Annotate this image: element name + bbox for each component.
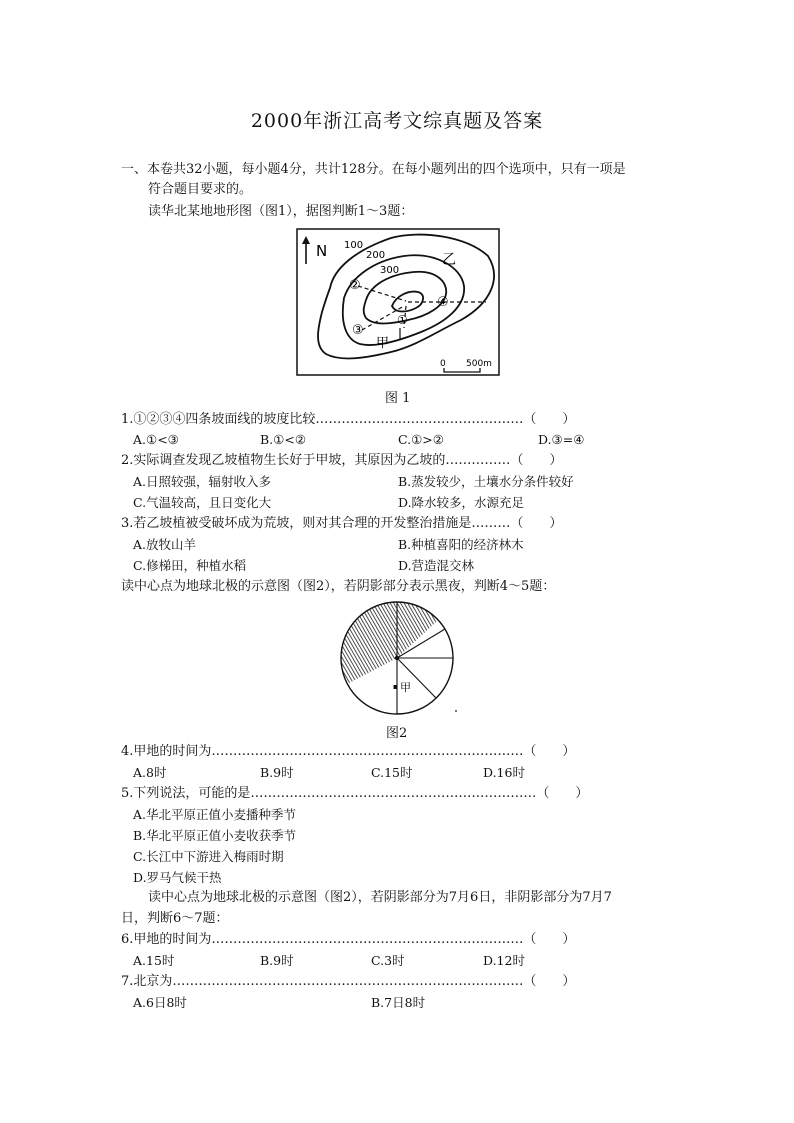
contour-label-300: 300 (380, 265, 400, 276)
marker-2: ② (349, 278, 361, 293)
figure-2-north-pole-diagram (336, 600, 460, 718)
figure-2-caption: 图2 (386, 726, 408, 741)
marker-3: ③ (352, 323, 364, 338)
question-3-option-c: C.修梯田，种植水稻 (133, 558, 247, 573)
intro-figure-2-dates-line-1: 读中心点为地球北极的示意图（图2），若阴影部分为7月6日，非阴影部分为7月7 (148, 890, 612, 905)
question-4-option-a: A.8时 (133, 765, 167, 780)
question-4-option-b: B.9时 (260, 765, 294, 780)
question-5-option-a: A.华北平原正值小麦播种季节 (133, 807, 297, 822)
point-jia (394, 685, 398, 689)
stray-dot (455, 710, 457, 712)
intro-figure-2: 读中心点为地球北极的示意图（图2），若阴影部分表示黑夜，判断4～5题： (121, 579, 556, 594)
question-4-option-c: C.15时 (371, 765, 413, 780)
question-6-stem: 6.甲地的时间为………………………………………………………………（ ） (121, 932, 576, 947)
question-4-stem: 4.甲地的时间为………………………………………………………………（ ） (121, 744, 576, 759)
question-7-option-a: A.6日8时 (133, 995, 187, 1010)
instructions-line-1: 一、本卷共32小题，每小题4分，共计128分。在每小题列出的四个选项中，只有一项是 (121, 162, 626, 177)
point-jia-label: 甲 (400, 681, 411, 694)
instructions-line-2: 符合题目要求的。 (148, 182, 253, 197)
question-5-stem: 5.下列说法，可能的是…………………………………………………………（ ） (121, 786, 589, 801)
question-7-stem: 7.北京为………………………………………………………………………（ ） (121, 974, 576, 989)
question-2-option-b: B.蒸发较少，土壤水分条件较好 (398, 474, 574, 489)
contour-label-200: 200 (366, 250, 386, 261)
question-6-option-a: A.15时 (133, 953, 175, 968)
marker-1: ① (397, 313, 408, 327)
question-4-option-d: D.16时 (483, 765, 525, 780)
question-2-stem: 2.实际调查发现乙坡植物生长好于甲坡，其原因为乙坡的……………（ ） (121, 453, 563, 468)
question-7-option-b: B.7日8时 (371, 995, 426, 1010)
question-2-option-c: C.气温较高，且日变化大 (133, 495, 272, 510)
question-1-option-c: C.①>② (398, 432, 444, 447)
question-5-option-d: D.罗马气候干热 (133, 870, 222, 885)
scale-value: 500m (466, 359, 492, 369)
slope-jia-label: 甲 (376, 336, 390, 351)
question-3-option-a: A.放牧山羊 (133, 537, 197, 552)
north-pole-point (395, 656, 399, 660)
page-title: 2000年浙江高考文综真题及答案 (250, 110, 544, 132)
question-2-option-a: A.日照较强，辐射收入多 (133, 474, 272, 489)
question-3-stem: 3.若乙坡植被受破坏成为荒坡，则对其合理的开发整治措施是………（ ） (121, 516, 563, 531)
intro-figure-2-dates-line-2: 日，判断6～7题： (121, 911, 229, 926)
slope-yi-label: 乙 (442, 252, 456, 268)
night-shaded-area (336, 600, 460, 690)
intro-figure-1: 读华北某地地形图（图1），据图判断1～3题： (148, 204, 414, 219)
question-2-option-d: D.降水较多，水源充足 (398, 495, 525, 510)
figure-1-caption: 图 1 (385, 391, 411, 406)
question-1-option-b: B.①<② (260, 432, 307, 447)
figure-1-topographic-map (296, 228, 502, 378)
question-6-option-d: D.12时 (483, 953, 525, 968)
question-1-option-a: A.①<③ (133, 432, 179, 447)
question-1-option-d: D.③=④ (538, 432, 585, 447)
scale-zero: 0 (440, 359, 446, 369)
question-5-option-c: C.长江中下游进入梅雨时期 (133, 849, 284, 864)
contour-label-100: 100 (344, 240, 364, 251)
question-5-option-b: B.华北平原正值小麦收获季节 (133, 828, 297, 843)
question-3-option-b: B.种植喜阳的经济林木 (398, 537, 524, 552)
marker-4: ④ (437, 295, 449, 310)
question-6-option-b: B.9时 (260, 953, 294, 968)
question-3-option-d: D.营造混交林 (398, 558, 475, 573)
north-label: N (316, 242, 328, 260)
question-1-stem: 1.①②③④四条坡面线的坡度比较…………………………………………（ ） (121, 412, 576, 427)
question-6-option-c: C.3时 (371, 953, 405, 968)
